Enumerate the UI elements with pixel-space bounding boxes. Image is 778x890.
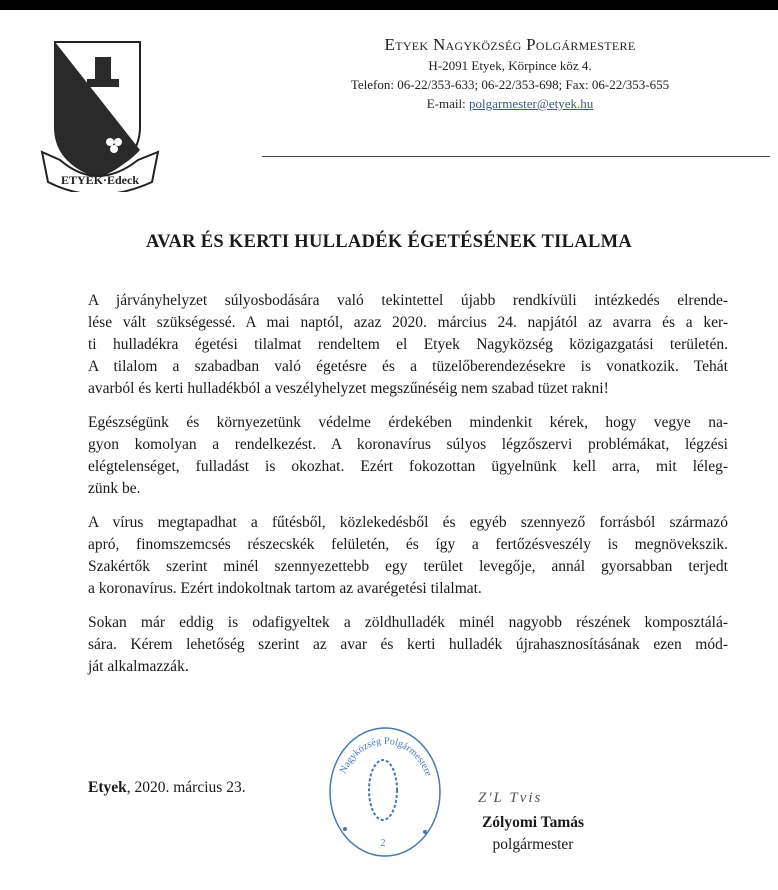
coat-of-arms-logo	[40, 32, 160, 192]
letterhead	[260, 34, 760, 113]
date-text: , 2020. március 23.	[126, 779, 246, 796]
svg-text:ETYEK·Edeck: ETYEK·Edeck	[60, 173, 140, 187]
text-line: A járványhelyzet súlyosbodására való tekintettel újabb rendkívüli intézkedés elrende-	[88, 292, 728, 309]
text-line: ti hulladékra égetési tilalmat rendeltem el Etyek Nagyközség közigazgatási területén.	[88, 336, 728, 353]
top-bar	[0, 0, 778, 10]
paragraph	[88, 412, 728, 500]
text-line: Sokan már eddig is odafigyeltek a zöldhulladék minél nagyobb részének komposztálá-	[88, 614, 728, 631]
phone-fax: Telefon: 06-22/353-633; 06-22/353-698; Fax: 06-22/353-655	[350, 77, 670, 92]
email-line	[260, 94, 760, 113]
official-stamp	[325, 724, 445, 860]
text-line: apró, finomszemcsés részecskék felületén, és így a fertőzésveszély is megnövekszik.	[88, 536, 728, 553]
text-line: A tilalom a szabadban való égetésre és a tüzelőberendezésekre is vonatkozik. Tehát	[88, 358, 728, 375]
signer-block	[468, 812, 598, 856]
signer-role: polgármester	[492, 836, 574, 853]
email-label: E-mail:	[426, 96, 469, 111]
svg-text:2: 2	[380, 838, 386, 849]
signer-name: Zólyomi Tamás	[481, 814, 585, 831]
date-line	[88, 779, 246, 797]
svg-text:Nagyközség Polgármestere: Nagyközség Polgármestere	[337, 735, 434, 778]
text-line: a koronavírus. Ezért indokoltnak tartom az avarégetési tilalmat.	[88, 580, 482, 597]
text-line: A vírus megtapadhat a fűtésből, közlekedésből és egyéb szennyező forrásból származó	[88, 514, 728, 531]
text-line: zünk be.	[88, 480, 141, 497]
text-line: ját alkalmazzák.	[88, 658, 189, 675]
date-place: Etyek	[88, 779, 127, 796]
text-line: Szakértők szerint minél szennyezettebb egy terület levegője, annál gyorsabban terjedt	[88, 558, 728, 575]
paragraph	[88, 612, 728, 678]
email-link[interactable]: polgarmester@etyek.hu	[469, 96, 594, 111]
text-line: sára. Kérem lehetőség szerint az avar és kerti hulladék újrahasznosításának ezen mód-	[88, 636, 728, 653]
document-title: AVAR ÉS KERTI HULLADÉK ÉGETÉSÉNEK TILALMA	[145, 232, 633, 252]
document-body	[88, 290, 728, 690]
address: H-2091 Etyek, Körpince köz 4.	[428, 58, 592, 73]
text-line: avarból és kerti hulladékból a veszélyhelyzet megszűnéséig nem szabad tüzet rakni!	[88, 380, 609, 397]
text-line: gyon komolyan a rendelkezést. A koronavírus súlyos légzőszervi problémákat, légzési	[88, 436, 728, 453]
paragraph	[88, 512, 728, 600]
header-divider	[262, 156, 770, 157]
organization-name: Etyek Nagyközség Polgármestere	[384, 35, 636, 54]
paragraph	[88, 290, 728, 400]
signature: Z'L Tvis	[478, 790, 543, 806]
text-line: Egészségünk és környezetünk védelme érdekében mindenkit kérek, hogy vegye na-	[88, 414, 728, 431]
text-line: lése vált szükségessé. A mai naptól, azaz 2020. március 24. napjától az avarra és a ker-	[88, 314, 728, 331]
text-line: elégtelenséget, fulladást is okozhat. Ezért fokozottan ügyelnünk kell arra, mit léleg-	[88, 458, 728, 475]
